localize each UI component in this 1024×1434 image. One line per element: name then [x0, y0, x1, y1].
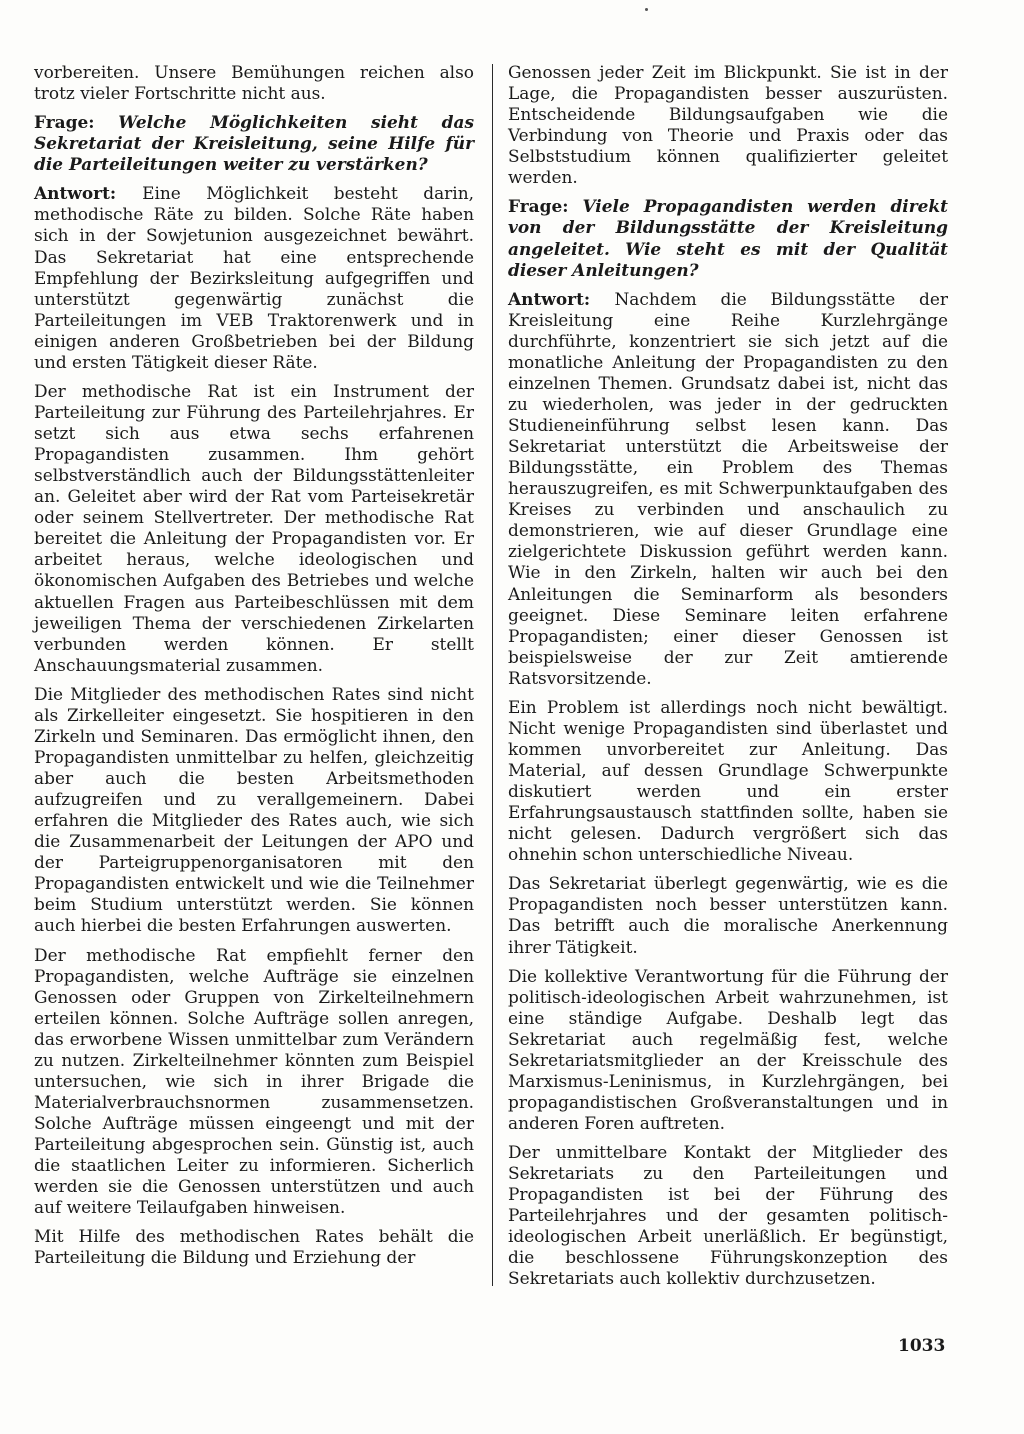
answer-text: Nachdem die Bildungsstätte der Kreisleitung eine Reihe Kurzlehrgänge durchführte, konzentriert sie sich jetzt auf die monatliche Anleitung der Propagandisten zu den einzelnen Themen. Grundsatz dabei ist, nicht das zu wiederholen, was jeder in der gedruckten Studieneinführung selbst lesen kann. Das Sekretariat unterstützt die Arbeitsweise der Bildungsstätte, ein Problem des Themas herauszugreifen, es mit Schwerpunktaufgaben des Kreises zu verbinden und anschaulich zu demonstrieren, wie auf dieser Grundlage eine zielgerichtete Diskussion geführt werden kann. Wie in den Zirkeln, halten wir auch bei den Anleitungen die Seminarform als besonders geeignet. Diese Seminare leiten erfahrene Propagandisten; einer dieser Genossen ist beispielsweise der zur Zeit amtierende Ratsvorsitzende.	[508, 288, 948, 688]
question-label: Frage:	[508, 196, 583, 217]
paragraph: Mit Hilfe des methodischen Rates behält die Parteileitung die Bildung und Erziehung der	[34, 1226, 474, 1268]
paragraph: Der unmittelbare Kontakt der Mitglieder des Sekretariats zu den Parteileitungen und Propagandisten ist bei der Führung des Parteilehrjahres und der gesamten politisch-ideologischen Arbeit unerläßlich. Er begünstigt, die beschlossene Führungskonzeption des Sekretariats auch kollektiv durchzusetzen.	[508, 1142, 948, 1289]
paragraph: Das Sekretariat überlegt gegenwärtig, wie es die Propagandisten noch besser unterstützen kann. Das betrifft auch die moralische Anerkennung ihrer Tätigkeit.	[508, 873, 948, 957]
answer-label: Antwort:	[508, 288, 615, 309]
paragraph: Die kollektive Verantwortung für die Führung der politisch-ideologischen Arbeit wahrzunehmen, ist eine ständige Aufgabe. Deshalb legt das Sekretariat auch regelmäßig fest, welche Sekretariatsmitglieder an der Kreisschule des Marxismus-Leninismus, in Kurzlehrgängen, bei propagandistischen Großveranstaltungen und in anderen Foren auftreten.	[508, 965, 948, 1133]
question-2	[508, 196, 948, 280]
paragraph: Der methodische Rat empfiehlt ferner den Propagandisten, welche Aufträge sie einzelnen Genossen oder Gruppen von Zirkelteilnehmern erteilen können. Solche Aufträge sollen anregen, das erworbene Wissen unmittelbar zum Verändern zu nutzen. Zirkelteilnehmer könnten zum Beispiel untersuchen, wie sich in ihrer Brigade die Materialverbrauchsnormen zusammensetzen. Solche Aufträge müssen eingeengt und mit der Parteileitung abgesprochen sein. Günstig ist, auch die staatlichen Leiter zu informieren. Sicherlich werden sie die Genossen unterstützen und auch auf weitere Teilaufgaben hinweisen.	[34, 944, 474, 1218]
page-number: 1033	[898, 1336, 946, 1356]
paragraph: Der methodische Rat ist ein Instrument der Parteileitung zur Führung des Parteilehrjahres. Er setzt sich aus etwa sechs erfahrenen Propagandisten zusammen. Ihm gehört selbstverständlich auch der Bildungsstättenleiter an. Geleitet aber wird der Rat vom Parteisekretär oder seinem Stellvertreter. Der methodische Rat bereitet die Anleitung der Propagandisten vor. Er arbeitet heraus, welche ideologischen und ökonomischen Aufgaben des Betriebes und welche aktuellen Fragen aus Parteibeschlüssen mit dem jeweiligen Thema der verschiedenen Zirkelarten verbunden werden können. Er stellt Anschauungsmaterial zusammen.	[34, 380, 474, 675]
column-divider	[492, 64, 493, 1286]
answer-1	[34, 183, 474, 373]
left-column	[34, 62, 474, 1276]
answer-2	[508, 289, 948, 689]
paragraph: Die Mitglieder des methodischen Rates sind nicht als Zirkelleiter eingesetzt. Sie hospitieren in den Zirkeln und Seminaren. Das ermöglicht ihnen, den Propagandisten unmittelbar zu helfen, gleichzeitig aber auch die besten Arbeitsmethoden aufzugreifen und zu verallgemeinern. Dabei erfahren die Mitglieder des Rates auch, wie sich die Zusammenarbeit der Leitungen der APO und der Parteigruppenorganisatoren mit den Propagandisten entwickelt und wie die Teilnehmer beim Studium unterstützt werden. Sie können auch hierbei die besten Erfahrungen auswerten.	[34, 683, 474, 936]
paragraph: Ein Problem ist allerdings noch nicht bewältigt. Nicht wenige Propagandisten sind überlastet und kommen unvorbereitet zur Anleitung. Das Material, auf dessen Grundlage Schwerpunkte diskutiert werden und ein erster Erfahrungsaustausch stattfinden sollte, haben sie nicht gelesen. Dadurch vergrößert sich das ohnehin schon unterschiedliche Niveau.	[508, 696, 948, 865]
question-text: Viele Propagandisten werden direkt von der Bildungsstätte der Kreisleitung angeleitet. Wie steht es mit der Qualität dieser Anleitungen?	[508, 196, 948, 280]
right-column	[508, 62, 948, 1298]
answer-text: Eine Möglichkeit besteht darin, methodische Räte zu bilden. Solche Räte haben sich in der Sowjetunion ausgezeichnet bewährt. Das Sekretariat hat eine entsprechende Empfehlung der Bezirksleitung aufgegriffen und unterstützt gegenwärtig zunächst die Parteileitungen im VEB Traktorenwerk und in einigen anderen Großbetrieben bei der Bildung und ersten Tätigkeit dieser Räte.	[34, 183, 474, 372]
paragraph: Genossen jeder Zeit im Blickpunkt. Sie ist in der Lage, die Propagandisten besser auszurüsten. Entscheidende Bildungsaufgaben wie die Verbindung von Theorie und Praxis oder das Selbststudium können qualifizierter geleitet werden.	[508, 62, 948, 188]
answer-label: Antwort:	[34, 183, 143, 204]
question-label: Frage:	[34, 112, 119, 133]
question-text: Welche Möglichkeiten sieht das Sekretariat der Kreisleitung, seine Hilfe für die Parteileitungen weiter zu verstärken?	[34, 112, 474, 175]
paragraph: vorbereiten. Unsere Bemühungen reichen also trotz vieler Fortschritte nicht aus.	[34, 62, 474, 104]
scan-speck	[645, 8, 648, 11]
question-1	[34, 112, 474, 175]
